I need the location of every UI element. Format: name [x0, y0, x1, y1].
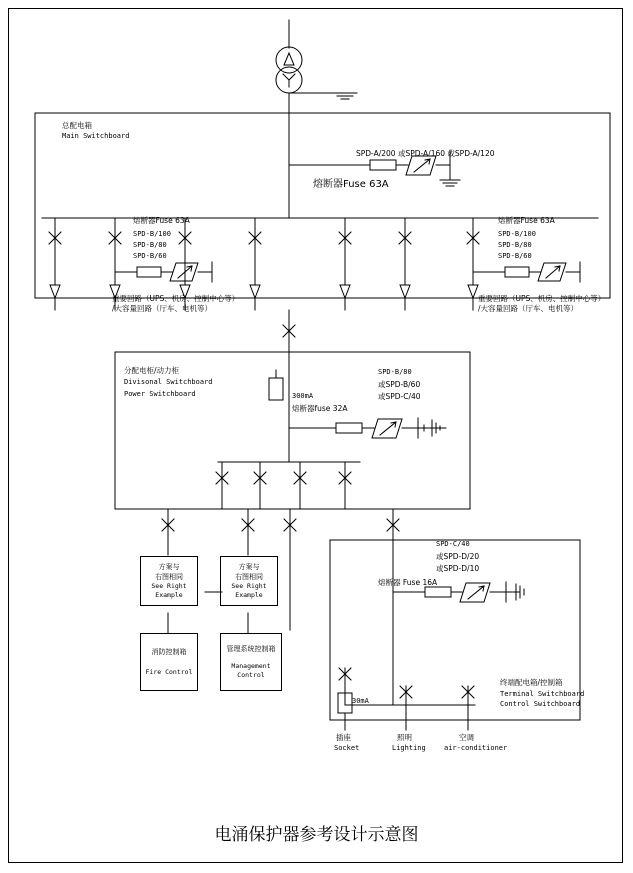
spd-c40-1: SPD-C/40 — [436, 540, 470, 548]
fuse32-label: 熔断器fuse 32A — [292, 404, 348, 413]
page-title: 电涌保护器参考设计示意图 — [214, 825, 419, 845]
spd-b-right-1: SPD-B/100 — [498, 230, 536, 238]
same-as-right-1-cn2: 右图相同 — [155, 572, 183, 581]
fire-control-cn: 消防控制箱 — [151, 648, 187, 656]
same-as-right-1-en1: See Right — [151, 582, 187, 590]
important-left-line1: 重要回路（UPS、机房、控制中心等） — [112, 294, 240, 303]
same-as-right-2-cn1: 方案与 — [238, 563, 260, 571]
main-switchboard-cn: 总配电箱 — [62, 121, 92, 130]
terminal-cn: 终端配电箱/控制箱 — [500, 678, 563, 687]
spd-b-right-3: SPD-B/60 — [498, 252, 532, 260]
spd-b80-3: 或SPD-C/40 — [378, 392, 421, 401]
fuse63-right-label: 熔断器Fuse 63A — [498, 216, 555, 225]
same-as-right-2-en1: See Right — [231, 582, 267, 590]
management-control-cn: 管理系统控制箱 — [226, 644, 276, 653]
same-as-right-1-en2: Example — [155, 590, 183, 599]
lighting-en: Lighting — [392, 744, 426, 752]
divisional-en2: Power Switchboard — [124, 390, 196, 398]
rcd-300ma-label: 300mA — [292, 392, 314, 400]
same-as-right-box-1 — [140, 556, 198, 606]
spd-b80-1: SPD-B/80 — [378, 368, 412, 376]
lighting-cn: 照明 — [397, 733, 412, 742]
same-as-right-2-cn2: 右图相同 — [235, 572, 263, 581]
spd-b-left-3: SPD-B/60 — [133, 252, 167, 260]
management-control-box — [220, 633, 282, 691]
spd-b-left-1: SPD-B/100 — [133, 230, 171, 238]
important-left-line2: /大容量回路（厅车、电机等） — [112, 304, 213, 313]
fuse16-label: 熔断器 Fuse 16A — [378, 578, 438, 587]
important-right-line1: 重要回路（UPS、机房、控制中心等） — [478, 294, 606, 303]
rcd-30ma-label: 30mA — [352, 697, 369, 705]
terminal-en1: Terminal Switchboard — [500, 690, 585, 698]
spd-a-label: SPD-A/200 或SPD-A/160 或SPD-A/120 — [356, 149, 495, 158]
socket-cn: 插座 — [336, 733, 351, 742]
same-as-right-box-2 — [220, 556, 278, 606]
spd-b-left-2: SPD-B/80 — [133, 241, 167, 249]
fuse63-main-label: 熔断器Fuse 63A — [313, 179, 389, 190]
socket-en: Socket — [334, 744, 360, 752]
spd-c40-2: 或SPD-D/20 — [436, 552, 480, 561]
aircon-cn: 空调 — [459, 733, 474, 742]
same-as-right-1-cn1: 方案与 — [158, 563, 180, 571]
fire-control-en: Fire Control — [145, 667, 193, 676]
terminal-en2: Control Switchboard — [500, 700, 581, 708]
divisional-cn: 分配电柜/动力柜 — [124, 366, 180, 375]
important-right-line2: /大容量回路（厅车、电机等） — [478, 304, 579, 313]
aircon-en: air-conditioner — [444, 744, 508, 752]
divisional-en1: Divisonal Switchboard — [124, 378, 213, 386]
management-control-en1: Management — [231, 662, 271, 671]
spd-b-right-2: SPD-B/80 — [498, 241, 532, 249]
spd-c40-3: 或SPD-D/10 — [436, 564, 480, 573]
main-switchboard-en: Main Switchboard — [62, 132, 130, 140]
same-as-right-2-en2: Example — [235, 590, 263, 599]
spd-b80-2: 或SPD-B/60 — [378, 380, 421, 389]
management-control-en2: Control — [237, 670, 265, 679]
fuse63-left-label: 熔断器Fuse 63A — [133, 216, 190, 225]
fire-control-box — [140, 633, 198, 691]
